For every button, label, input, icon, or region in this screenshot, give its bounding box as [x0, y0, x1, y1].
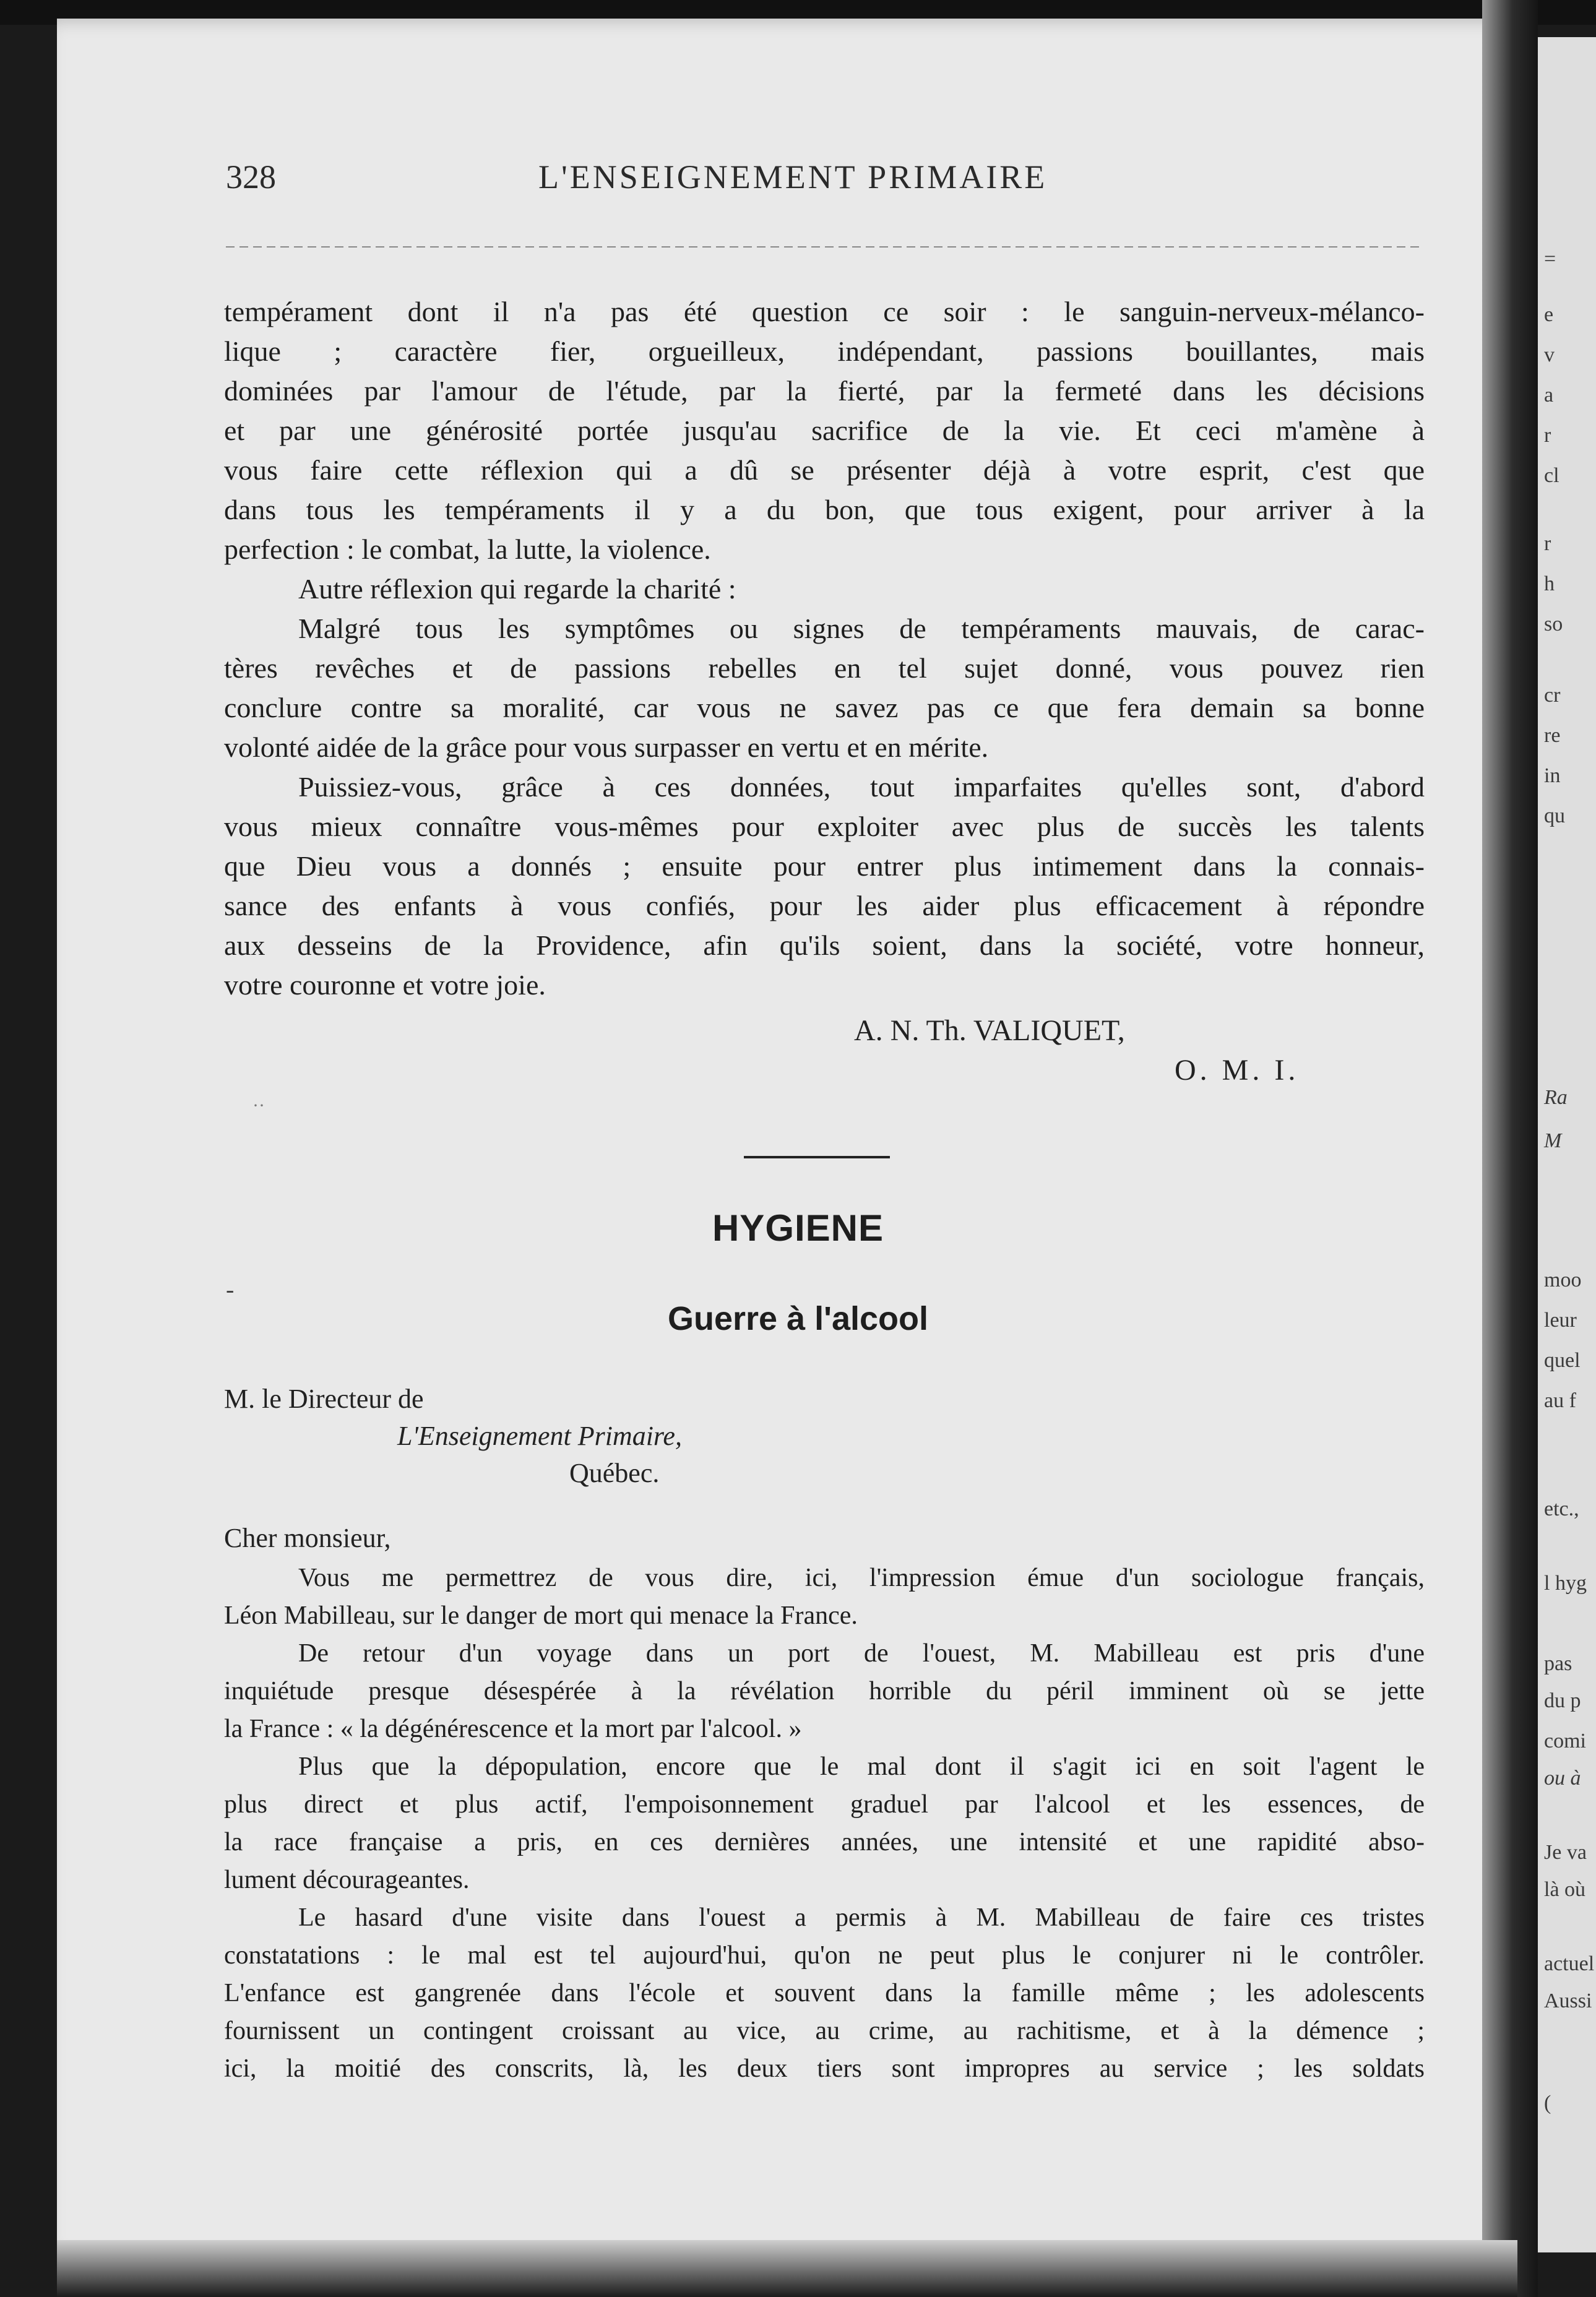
- facing-fragment: =: [1544, 248, 1556, 270]
- text-line: constatations : le mal est tel aujourd'hui, qu'on ne peut plus le conjurer ni le contrôler.: [224, 1941, 1425, 1970]
- text-line: votre couronne et votre joie.: [224, 969, 546, 1001]
- facing-fragment: Ra: [1544, 1086, 1568, 1109]
- facing-fragment: pas: [1544, 1652, 1572, 1675]
- book-gutter: [1482, 0, 1538, 2297]
- facing-fragment: quel: [1544, 1349, 1581, 1372]
- facing-fragment: du p: [1544, 1689, 1581, 1712]
- facing-fragment: (: [1544, 2092, 1551, 2114]
- text-line: inquiétude presque désespérée à la révélation horrible du péril imminent où se jette: [224, 1677, 1425, 1705]
- text-line: Le hasard d'une visite dans l'ouest a permis à M. Mabilleau de faire ces tristes: [298, 1903, 1425, 1932]
- text-line: dominées par l'amour de l'étude, par la fierté, par la fermeté dans les décisions: [224, 375, 1425, 407]
- facing-fragment: in: [1544, 764, 1561, 787]
- facing-fragment: cl: [1544, 464, 1559, 487]
- facing-fragment: au f: [1544, 1389, 1576, 1412]
- text-line: tères revêches et de passions rebelles en tel sujet donné, vous pouvez rien: [224, 652, 1425, 684]
- facing-fragment: r: [1544, 532, 1551, 555]
- facing-fragment: l hyg: [1544, 1572, 1587, 1595]
- text-line: aux desseins de la Providence, afin qu'ils soient, dans la société, votre honneur,: [224, 929, 1425, 961]
- signature-name: A. N. Th. VALIQUET,: [854, 1014, 1125, 1047]
- facing-fragment: v: [1544, 343, 1555, 366]
- facing-fragment: cr: [1544, 684, 1561, 707]
- facing-fragment: so: [1544, 613, 1563, 636]
- text-line: conclure contre sa moralité, car vous ne savez pas ce que fera demain sa bonne: [224, 692, 1425, 723]
- text-line: Plus que la dépopulation, encore que le mal dont il s'agit ici en soit l'agent le: [298, 1752, 1425, 1781]
- article-continued: [224, 292, 1425, 1005]
- text-line: dans tous les tempéraments il y a du bon, que tous exigent, pour arriver à la: [224, 494, 1425, 525]
- facing-fragment: comi: [1544, 1730, 1586, 1752]
- facing-fragment: actuel: [1544, 1952, 1595, 1975]
- text-line: plus direct et plus actif, l'empoisonnement graduel par l'alcool et les essences, de: [224, 1790, 1425, 1819]
- facing-fragment: Aussi: [1544, 1989, 1592, 2012]
- text-line: Vous me permettrez de vous dire, ici, l'impression émue d'un sociologue français,: [298, 1564, 1425, 1592]
- facing-fragment: Je va: [1544, 1841, 1587, 1864]
- scan-speck: -: [226, 1275, 235, 1303]
- header-rule: [226, 246, 1420, 248]
- text-line: fournissent un contingent croissant au vice, au crime, au rachitisme, et à la démence ;: [224, 2017, 1425, 2045]
- facing-fragment: moo: [1544, 1269, 1582, 1291]
- page-bottom-edge: [57, 2240, 1517, 2297]
- text-line: sance des enfants à vous confiés, pour les aider plus efficacement à répondre: [224, 890, 1425, 921]
- text-line: Léon Mabilleau, sur le danger de mort qui menace la France.: [224, 1601, 858, 1630]
- text-line: que Dieu vous a donnés ; ensuite pour entrer plus intimement dans la connais-: [224, 850, 1425, 882]
- text-line: volonté aidée de la grâce pour vous surpasser en vertu et en mérite.: [224, 731, 989, 763]
- text-line: De retour d'un voyage dans un port de l'ouest, M. Mabilleau est pris d'une: [298, 1639, 1425, 1668]
- signature-order: O. M. I.: [1175, 1054, 1300, 1087]
- section-separator: [744, 1156, 890, 1158]
- facing-fragment: qu: [1544, 804, 1565, 827]
- text-line: tempérament dont il n'a pas été question ce soir : le sanguin-nerveux-mélanco-: [224, 296, 1425, 327]
- text-line: Puissiez-vous, grâce à ces données, tout imparfaites qu'elles sont, d'abord: [298, 771, 1425, 803]
- facing-page-edge: [1538, 37, 1596, 2252]
- text-line: Malgré tous les symptômes ou signes de tempéraments mauvais, de carac-: [298, 613, 1425, 644]
- text-line: vous faire cette réflexion qui a dû se présenter déjà à votre esprit, c'est que: [224, 454, 1425, 486]
- facing-fragment: leur: [1544, 1309, 1577, 1332]
- facing-fragment: r: [1544, 424, 1551, 447]
- facing-fragment: etc.,: [1544, 1498, 1579, 1520]
- scan-speck: ··: [252, 1095, 265, 1116]
- text-line: lument décourageantes.: [224, 1866, 470, 1894]
- address-line: M. le Directeur de: [224, 1384, 424, 1414]
- section-subtitle: Guerre à l'alcool: [667, 1300, 928, 1337]
- facing-fragment: h: [1544, 572, 1555, 595]
- letter-body: [224, 1559, 1425, 2088]
- running-title: L'ENSEIGNEMENT PRIMAIRE: [538, 158, 1048, 196]
- text-line: vous mieux connaître vous-mêmes pour exploiter avec plus de succès les talents: [224, 811, 1425, 842]
- facing-fragment: là où: [1544, 1878, 1586, 1901]
- facing-fragment: M: [1544, 1129, 1562, 1152]
- address-line: Québec.: [569, 1458, 660, 1488]
- facing-fragment: e: [1544, 303, 1554, 326]
- salutation: Cher monsieur,: [224, 1523, 391, 1553]
- text-line: la race française a pris, en ces dernières années, une intensité et une rapidité abso-: [224, 1828, 1425, 1856]
- section-title: HYGIENE: [712, 1207, 884, 1249]
- text-line: lique ; caractère fier, orgueilleux, indépendant, passions bouillantes, mais: [224, 335, 1425, 367]
- address-line: L'Enseignement Primaire,: [397, 1421, 682, 1451]
- text-line: perfection : le combat, la lutte, la violence.: [224, 533, 711, 565]
- text-line: L'enfance est gangrenée dans l'école et souvent dans la famille même ; les adolescents: [224, 1979, 1425, 2007]
- text-line: ici, la moitié des conscrits, là, les deux tiers sont impropres au service ; les soldats: [224, 2054, 1425, 2083]
- text-line: la France : « la dégénérescence et la mort par l'alcool. »: [224, 1715, 802, 1743]
- page-header: [226, 158, 1105, 195]
- facing-fragment: ou à: [1544, 1767, 1581, 1790]
- facing-fragment: a: [1544, 384, 1554, 407]
- facing-fragment: re: [1544, 724, 1561, 747]
- text-line: Autre réflexion qui regarde la charité :: [298, 573, 736, 605]
- page-number: 328: [226, 158, 276, 196]
- text-line: et par une générosité portée jusqu'au sacrifice de la vie. Et ceci m'amène à: [224, 415, 1425, 446]
